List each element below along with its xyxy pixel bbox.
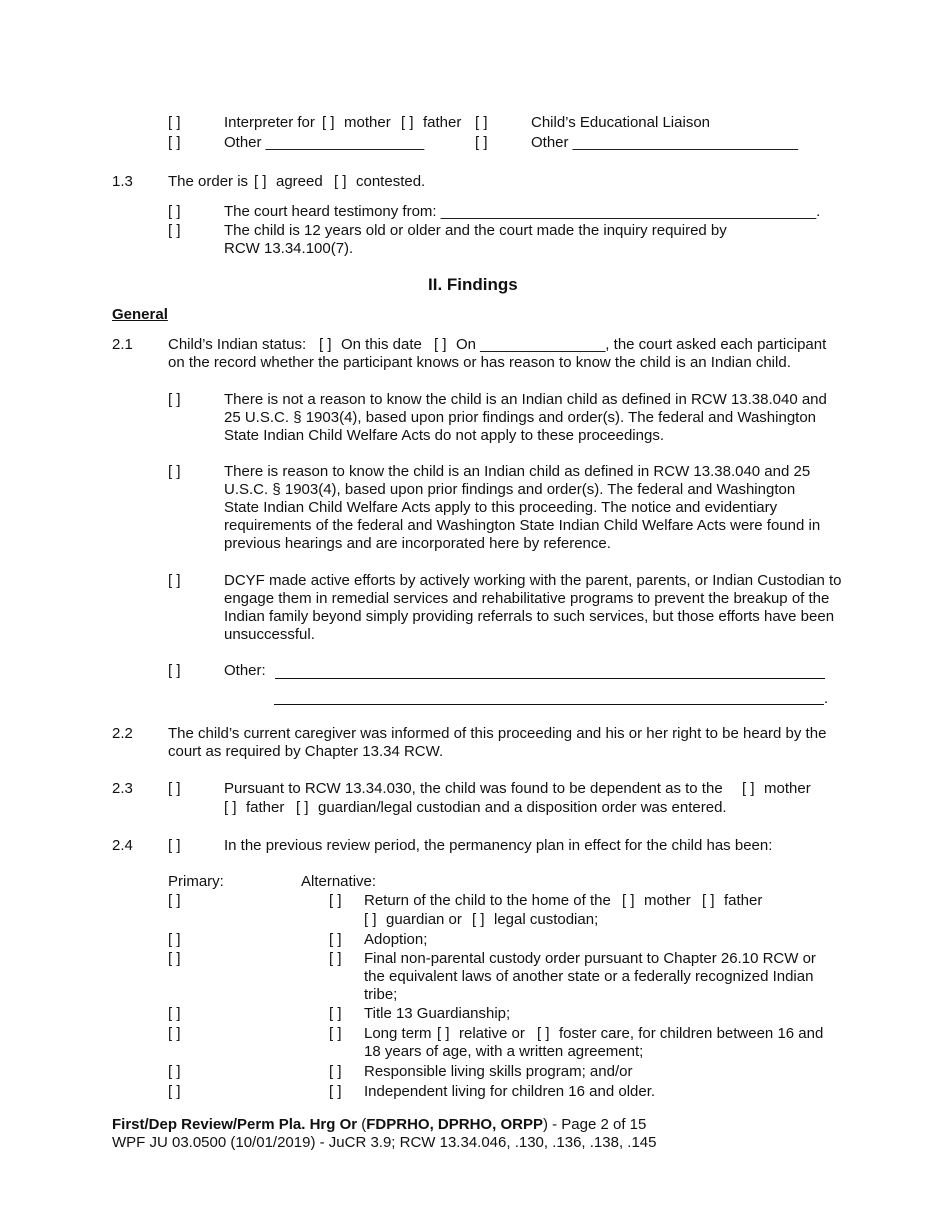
testimony-field[interactable]: The court heard testimony from: _____________________________________________. [224, 203, 821, 220]
section-number-1-3: 1.3 [112, 173, 133, 190]
checkbox-alt-return[interactable]: [ ] [329, 892, 342, 909]
checkbox-contested[interactable]: [ ] [334, 173, 347, 190]
checkbox-alt-nonparental[interactable]: [ ] [329, 950, 342, 967]
section-number-2-2: 2.2 [112, 725, 133, 742]
checkbox-primary-responsible[interactable]: [ ] [168, 1063, 181, 1080]
nonparental-text: Final non-parental custody order pursuant to Chapter 26.10 RCW or the equivalent laws of another state or a federally recognized Indian tribe; [364, 950, 816, 1003]
checkbox-permanency-plan[interactable]: [ ] [168, 837, 181, 854]
other-field-1[interactable]: Other ___________________ [224, 134, 425, 151]
contested-label: contested. [356, 173, 426, 190]
other-indian-line-1[interactable] [275, 678, 825, 679]
longterm-line2: 18 years of age, with a written agreement; [364, 1043, 644, 1060]
order-is-label: The order is [168, 173, 249, 190]
on-this-date-label: On this date [341, 336, 422, 353]
checkbox-dependent-father[interactable]: [ ] [224, 799, 237, 816]
checkbox-primary-longterm[interactable]: [ ] [168, 1025, 181, 1042]
caregiver-text: The child’s current caregiver was informed of this proceeding and his or her right to be heard by the court as required by Chapter 13.34 RCW. [168, 725, 827, 760]
interpreter-father-label: father [423, 114, 462, 131]
longterm-relative-label: relative or [459, 1025, 525, 1042]
checkbox-active-efforts[interactable]: [ ] [168, 572, 181, 589]
indian-status-line2: on the record whether the participant knows or has reason to know the child is an Indian child. [168, 354, 791, 371]
checkbox-child-12[interactable]: [ ] [168, 222, 181, 239]
child-12-text-line2: RCW 13.34.100(7). [224, 240, 354, 257]
checkbox-interpreter-father[interactable]: [ ] [401, 114, 414, 131]
dependent-text: Pursuant to RCW 13.34.030, the child was found to be dependent as to the [224, 780, 723, 797]
findings-heading: II. Findings [428, 275, 518, 294]
footer-page: - Page 2 of 15 [552, 1116, 647, 1133]
checkbox-dependent-mother[interactable]: [ ] [742, 780, 755, 797]
alternative-column-header: Alternative: [301, 873, 377, 890]
checkbox-alt-longterm[interactable]: [ ] [329, 1025, 342, 1042]
section-number-2-3: 2.3 [112, 780, 133, 797]
checkbox-other-indian[interactable]: [ ] [168, 662, 181, 679]
title13-label: Title 13 Guardianship; [364, 1005, 511, 1022]
other-indian-period: . [824, 690, 829, 707]
return-custodian-label: legal custodian; [494, 911, 599, 928]
checkbox-primary-nonparental[interactable]: [ ] [168, 950, 181, 967]
indian-status-label: Child’s Indian status: [168, 336, 307, 353]
adoption-label: Adoption; [364, 931, 428, 948]
independent-label: Independent living for children 16 and older. [364, 1083, 656, 1100]
checkbox-primary-independent[interactable]: [ ] [168, 1083, 181, 1100]
checkbox-reason-indian[interactable]: [ ] [168, 463, 181, 480]
on-date-field[interactable]: On _______________, the court asked each participant [456, 336, 827, 353]
checkbox-interpreter[interactable]: [ ] [168, 114, 181, 131]
checkbox-primary-adoption[interactable]: [ ] [168, 931, 181, 948]
checkbox-dependent-guardian[interactable]: [ ] [296, 799, 309, 816]
checkbox-other-2[interactable]: [ ] [475, 134, 488, 151]
checkbox-on-date[interactable]: [ ] [434, 336, 447, 353]
checkbox-alt-responsible[interactable]: [ ] [329, 1063, 342, 1080]
return-mother-label: mother [644, 892, 691, 909]
checkbox-alt-independent[interactable]: [ ] [329, 1083, 342, 1100]
checkbox-not-indian[interactable]: [ ] [168, 391, 181, 408]
footer-codes: FDPRHO, DPRHO, ORPP [366, 1116, 543, 1133]
checkbox-longterm-relative[interactable]: [ ] [437, 1025, 450, 1042]
footer-line2: WPF JU 03.0500 (10/01/2019) - JuCR 3.9; RCW 13.34.046, .130, .136, .138, .145 [112, 1134, 657, 1151]
reason-indian-text: There is reason to know the child is an Indian child as defined in RCW 13.38.040 and 25 U.S.C. § 1903(4), based upon prior findings and order(s). The federal and Washington State Indian Child Welfare Acts apply to this proceeding. The notice and evidentiary requirements of the federal and Washington State Indian Child Welfare Acts were found in previous hearings and are incorporated here by reference. [224, 463, 821, 552]
footer-title: First/Dep Review/Perm Pla. Hrg Or (FDPRHO, DPRHO, ORPP) - Page 2 of 15 [112, 1116, 647, 1133]
interpreter-mother-label: mother [344, 114, 391, 131]
checkbox-longterm-foster[interactable]: [ ] [537, 1025, 550, 1042]
not-indian-text: There is not a reason to know the child is an Indian child as defined in RCW 13.38.040 and 25 U.S.C. § 1903(4), based upon prior findings and order(s). The federal and Washington State Indian Child Welfare Acts do not apply to these proceedings. [224, 391, 827, 444]
agreed-label: agreed [276, 173, 323, 190]
checkbox-return-father[interactable]: [ ] [702, 892, 715, 909]
interpreter-label: Interpreter for [224, 114, 315, 131]
checkbox-return-mother[interactable]: [ ] [622, 892, 635, 909]
checkbox-testimony[interactable]: [ ] [168, 203, 181, 220]
footer-title-bold: First/Dep Review/Perm Pla. Hrg Or [112, 1116, 358, 1133]
checkbox-liaison[interactable]: [ ] [475, 114, 488, 131]
permanency-plan-text: In the previous review period, the permanency plan in effect for the child has been: [224, 837, 773, 854]
other-field-2[interactable]: Other ___________________________ [531, 134, 798, 151]
responsible-label: Responsible living skills program; and/or [364, 1063, 633, 1080]
dependent-father-label: father [246, 799, 285, 816]
checkbox-dependent[interactable]: [ ] [168, 780, 181, 797]
dependent-mother-label: mother [764, 780, 811, 797]
checkbox-return-custodian[interactable]: [ ] [472, 911, 485, 928]
checkbox-alt-title13[interactable]: [ ] [329, 1005, 342, 1022]
checkbox-return-guardian[interactable]: [ ] [364, 911, 377, 928]
return-guardian-label: guardian or [386, 911, 462, 928]
checkbox-agreed[interactable]: [ ] [254, 173, 267, 190]
liaison-label: Child’s Educational Liaison [531, 114, 711, 131]
checkbox-on-this-date[interactable]: [ ] [319, 336, 332, 353]
other-indian-label: Other: [224, 662, 266, 679]
active-efforts-text: DCYF made active efforts by actively working with the parent, parents, or Indian Custodian to engage them in remedial services and rehabilitative programs to prevent the breakup of the Indian family beyond simply providing referrals to such services, but those efforts have been unsuccessful. [224, 572, 842, 643]
checkbox-other-1[interactable]: [ ] [168, 134, 181, 151]
checkbox-interpreter-mother[interactable]: [ ] [322, 114, 335, 131]
checkbox-primary-title13[interactable]: [ ] [168, 1005, 181, 1022]
other-indian-line-2[interactable] [274, 704, 824, 705]
child-12-text-line1: The child is 12 years old or older and the court made the inquiry required by [224, 222, 727, 239]
checkbox-primary-return[interactable]: [ ] [168, 892, 181, 909]
primary-column-header: Primary: [168, 873, 224, 890]
longterm-label: Long term [364, 1025, 432, 1042]
return-text: Return of the child to the home of the [364, 892, 611, 909]
longterm-foster-label: foster care, for children between 16 and [559, 1025, 824, 1042]
section-number-2-4: 2.4 [112, 837, 133, 854]
checkbox-alt-adoption[interactable]: [ ] [329, 931, 342, 948]
general-heading: General [112, 306, 168, 323]
return-father-label: father [724, 892, 763, 909]
section-number-2-1: 2.1 [112, 336, 133, 353]
dependent-guardian-text: guardian/legal custodian and a disposition order was entered. [318, 799, 727, 816]
